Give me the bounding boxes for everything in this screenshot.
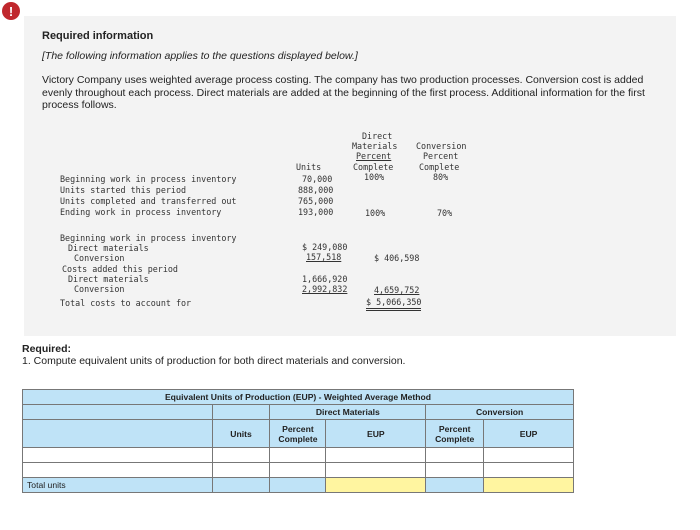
dm-eup-input[interactable] [326, 448, 426, 463]
dm-total-eup-input[interactable] [326, 478, 426, 493]
cost-total: $ 406,598 [374, 253, 420, 263]
row-dm: 100% [364, 172, 385, 182]
cost-label: Conversion [74, 284, 125, 294]
conv-total-eup-input[interactable] [484, 478, 574, 493]
cost-amount: $ 249,080 [302, 242, 348, 252]
dm-header-1: Direct [362, 131, 393, 141]
dm-header-4: Complete [353, 162, 394, 172]
header-blank [212, 405, 270, 420]
info-paragraph: Victory Company uses weighted average process costing. The company has two production processes. Conversion cost is added evenly throughout each process. Direct materials are added at the beginning of the first process. Additional information for the first process follows. [42, 74, 645, 111]
complete-label: Complete [278, 433, 318, 444]
header-blank [23, 420, 213, 448]
cost-label: Conversion [74, 253, 125, 263]
dm-eup-header: EUP [326, 420, 426, 448]
dm-pct-header [270, 420, 326, 448]
row-label: Units started this period [60, 185, 187, 195]
row-label: Ending work in process inventory [60, 207, 222, 217]
cost-label: Costs added this period [62, 264, 178, 274]
row-units: 70,000 [302, 174, 333, 184]
eup-table [22, 389, 574, 493]
cost-label: Direct materials [68, 243, 149, 253]
dm-header: Direct Materials [270, 405, 426, 420]
total-units-label: Total units [23, 478, 213, 493]
cost-label: Beginning work in process inventory [60, 233, 237, 243]
cost-total: $ 5,066,350 [366, 297, 421, 311]
row-conv: 70% [437, 208, 453, 218]
dm-header-3: Percent [356, 151, 392, 161]
row-units: 765,000 [298, 196, 334, 206]
conv-pct-header [426, 420, 484, 448]
total-blank [270, 478, 326, 493]
conv-header-3: Complete [419, 162, 460, 172]
total-blank [426, 478, 484, 493]
dm-pct-input[interactable] [270, 463, 326, 478]
cost-amount: 1,666,920 [302, 274, 348, 284]
conv-pct-input[interactable] [426, 463, 484, 478]
required-heading: Required: [22, 343, 72, 355]
conv-pct-input[interactable] [426, 448, 484, 463]
conv-eup-header: EUP [484, 420, 574, 448]
info-note: [The following information applies to the questions displayed below.] [42, 50, 358, 62]
row-conv: 80% [433, 172, 449, 182]
units-col-header: Units [212, 420, 270, 448]
row-units: 193,000 [298, 207, 334, 217]
conv-eup-input[interactable] [484, 448, 574, 463]
complete-label: Complete [435, 433, 475, 444]
conv-header: Conversion [426, 405, 574, 420]
row-units: 888,000 [298, 185, 334, 195]
dm-eup-input[interactable] [326, 463, 426, 478]
pct-label: Percent [438, 423, 471, 434]
units-header: Units [296, 162, 322, 172]
conv-header-2: Percent [423, 151, 459, 161]
row-label: Units completed and transferred out [60, 196, 237, 206]
units-input[interactable] [212, 463, 270, 478]
required-info-title: Required information [42, 30, 154, 42]
units-input[interactable] [212, 448, 270, 463]
header-blank [23, 405, 213, 420]
alert-icon: ! [2, 2, 20, 20]
cost-amount: 2,992,832 [302, 284, 348, 294]
conv-header-1: Conversion [416, 141, 467, 151]
row-label-input[interactable] [23, 463, 213, 478]
dm-header-2: Materials [352, 141, 398, 151]
cost-label: Direct materials [68, 274, 149, 284]
question-1: 1. Compute equivalent units of production for both direct materials and conversion. [22, 355, 406, 367]
dm-pct-input[interactable] [270, 448, 326, 463]
cost-total: 4,659,752 [374, 285, 420, 295]
row-label-input[interactable] [23, 448, 213, 463]
eup-title: Equivalent Units of Production (EUP) - Weighted Average Method [23, 390, 574, 405]
cost-amount: 157,518 [306, 252, 342, 262]
row-label: Beginning work in process inventory [60, 174, 237, 184]
total-blank [212, 478, 270, 493]
pct-label: Percent [282, 423, 314, 434]
conv-eup-input[interactable] [484, 463, 574, 478]
row-dm: 100% [365, 208, 386, 218]
cost-label: Total costs to account for [60, 298, 192, 308]
